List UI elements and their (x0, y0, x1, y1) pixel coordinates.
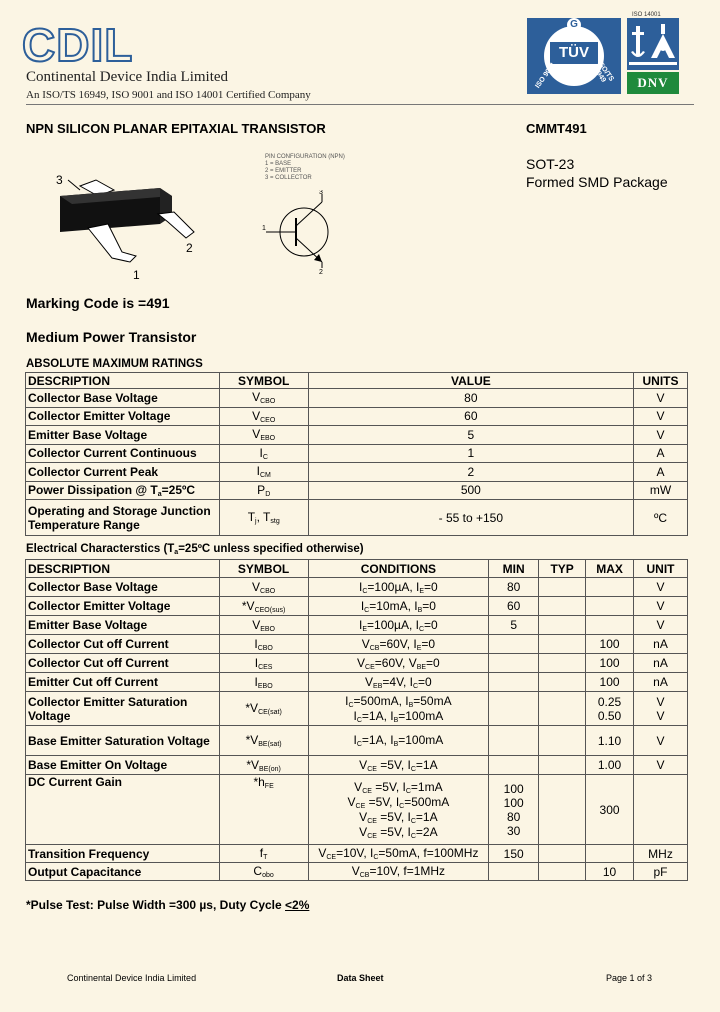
abs-unit: A (634, 444, 688, 463)
elec-description: Collector Base Voltage (26, 578, 220, 597)
elec-typ (539, 756, 586, 775)
elec-row (26, 692, 688, 726)
abs-max-title: ABSOLUTE MAXIMUM RATINGS (26, 358, 203, 370)
elec-symbol: $I_{CBO}$ (219, 635, 308, 654)
elec-row (26, 845, 688, 863)
elec-typ (539, 597, 586, 616)
symbol-pin-1: 1 (262, 225, 266, 232)
elec-description: Collector Cut off Current (26, 635, 220, 654)
elec-header-max: MAX (586, 560, 634, 578)
elec-min (489, 726, 539, 756)
symbol-pin-3: 3 (319, 190, 323, 196)
elec-description: Output Capacitance (26, 863, 220, 881)
elec-typ (539, 845, 586, 863)
elec-min (489, 863, 539, 881)
pin-config-3: 3 = COLLECTOR (265, 175, 312, 181)
elec-description: Base Emitter Saturation Voltage (26, 726, 220, 756)
abs-value: 80 (308, 389, 633, 408)
elec-min: 150 (489, 845, 539, 863)
elec-symbol: $*h_{FE}$ (219, 775, 308, 845)
tuv-certification-logo (527, 18, 621, 94)
company-logo: CDIL (22, 19, 134, 71)
elec-conditions: $I_C=500mA$, $I_B=50mA$ $I_C=1A$, $I_B=100mA$ (308, 692, 489, 726)
abs-symbol: $I_C$ (219, 444, 308, 463)
abs-value: 2 (308, 463, 633, 482)
elec-min (489, 756, 539, 775)
product-title: NPN SILICON PLANAR EPITAXIAL TRANSISTOR (26, 121, 326, 136)
abs-unit: V (634, 389, 688, 408)
elec-conditions: $I_C=1A$, $I_B=100mA$ (308, 726, 489, 756)
elec-min (489, 692, 539, 726)
abs-symbol: $T_j$, $T_{stg}$ (219, 500, 308, 536)
elec-max (586, 578, 634, 597)
elec-description: Collector Cut off Current (26, 654, 220, 673)
elec-conditions: $I_C=10mA$, $I_B=0$ (308, 597, 489, 616)
elec-max: 100 (586, 654, 634, 673)
elec-row (26, 616, 688, 635)
abs-symbol: $P_D$ (219, 481, 308, 500)
elec-max: 0.25 0.50 (586, 692, 634, 726)
abs-value: 500 (308, 481, 633, 500)
elec-unit: V (634, 616, 688, 635)
elec-description: DC Current Gain (26, 775, 220, 845)
tuv-g-icon: G (567, 18, 581, 32)
abs-value: 1 (308, 444, 633, 463)
elec-description: Emitter Base Voltage (26, 616, 220, 635)
tuv-iso-right: ISO/TS 16949 (590, 59, 615, 84)
elec-max (586, 616, 634, 635)
elec-row (26, 654, 688, 673)
pin-config-1: 1 = BASE (265, 161, 292, 167)
elec-row (26, 775, 688, 845)
elec-header-conditions: CONDITIONS (308, 560, 489, 578)
elec-min: 100 100 80 30 (489, 775, 539, 845)
elec-unit: V (634, 726, 688, 756)
footer-page: Page 1 of 3 (606, 973, 653, 983)
certification-line: An ISO/TS 16949, ISO 9001 and ISO 14001 Certified Company (26, 89, 311, 101)
elec-conditions: $V_{CB}=60V$, $I_E=0$ (308, 635, 489, 654)
elec-conditions: $I_E=100\mu A$, $I_C=0$ (308, 616, 489, 635)
abs-row (26, 444, 688, 463)
elec-typ (539, 616, 586, 635)
elec-title (26, 543, 364, 556)
abs-description: Collector Current Continuous (26, 444, 220, 463)
elec-min: 5 (489, 616, 539, 635)
elec-min (489, 673, 539, 692)
elec-conditions: $V_{CE} =5V$, $I_C=1mA$ $V_{CE} =5V$, $I_C=500mA$ $V_{CE} =5V$, $I_C=1A$ $V_{CE} =5V$, $I_C=2A$ (308, 775, 489, 845)
abs-row (26, 426, 688, 445)
abs-header-units: UNITS (634, 373, 688, 389)
elec-symbol: $*V_{BE(on)}$ (219, 756, 308, 775)
package-description: Formed SMD Package (526, 174, 668, 190)
elec-typ (539, 775, 586, 845)
elec-symbol: $f_T$ (219, 845, 308, 863)
elec-header-symbol: SYMBOL (219, 560, 308, 578)
elec-header-description: DESCRIPTION (26, 560, 220, 578)
elec-min: 80 (489, 578, 539, 597)
abs-max-table (25, 372, 688, 536)
transistor-symbol-icon (262, 190, 342, 276)
tuv-circle (544, 26, 604, 86)
elec-row (26, 597, 688, 616)
elec-min: 60 (489, 597, 539, 616)
elec-conditions: $V_{CE}=60V$, $V_{BE}=0$ (308, 654, 489, 673)
abs-unit: A (634, 463, 688, 482)
elec-max: 10 (586, 863, 634, 881)
abs-row (26, 481, 688, 500)
elec-symbol: $V_{EBO}$ (219, 616, 308, 635)
elec-unit: nA (634, 673, 688, 692)
elec-symbol: $V_{CBO}$ (219, 578, 308, 597)
abs-symbol: $V_{CEO}$ (219, 407, 308, 426)
elec-conditions: $V_{CB}=10V$, f=1MHz (308, 863, 489, 881)
marking-code: Marking Code is =491 (26, 295, 170, 311)
abs-unit: V (634, 426, 688, 445)
elec-max: 100 (586, 635, 634, 654)
elec-typ (539, 635, 586, 654)
abs-value: 60 (308, 407, 633, 426)
part-number: CMMT491 (526, 121, 587, 136)
elec-typ (539, 692, 586, 726)
tuv-iso-left: ISO 9001 (534, 61, 558, 90)
footer-company: Continental Device India Limited (67, 973, 197, 983)
pulse-note-duty: <2% (285, 898, 310, 912)
abs-row (26, 463, 688, 482)
elec-typ (539, 726, 586, 756)
symbol-pin-2: 2 (319, 269, 323, 276)
abs-symbol: $V_{EBO}$ (219, 426, 308, 445)
elec-conditions: $V_{CE} =5V$, $I_C=1A$ (308, 756, 489, 775)
elec-symbol: $*V_{CE(sat)}$ (219, 692, 308, 726)
elec-max: 1.10 (586, 726, 634, 756)
elec-description: Collector Emitter Saturation Voltage (26, 692, 220, 726)
elec-row (26, 756, 688, 775)
elec-title-sub: a (174, 549, 179, 556)
abs-description: Collector Current Peak (26, 463, 220, 482)
elec-conditions: $V_{CE}=10V$, $I_C=50mA$, f=100MHz (308, 845, 489, 863)
company-name: Continental Device India Limited (26, 69, 229, 85)
elec-row (26, 673, 688, 692)
elec-unit (634, 775, 688, 845)
abs-description: Operating and Storage Junction Temperature Range (26, 500, 220, 536)
elec-title-post: =25ºC unless specified otherwise) (178, 543, 364, 555)
abs-row (26, 500, 688, 536)
elec-typ (539, 863, 586, 881)
sot23-package-drawing (48, 166, 208, 281)
elec-symbol: $I_{CES}$ (219, 654, 308, 673)
elec-unit: V V (634, 692, 688, 726)
elec-title-pre: Electrical Characterstics (T (26, 543, 175, 555)
pin-config-title: PIN CONFIGURATION (NPN) (265, 154, 345, 160)
elec-conditions: $I_C=100\mu A$, $I_E=0$ (308, 578, 489, 597)
dnv-iso-label: ISO 14001 (632, 12, 661, 18)
pin-label-3: 3 (56, 173, 63, 187)
elec-row (26, 578, 688, 597)
elec-unit: V (634, 756, 688, 775)
elec-unit: nA (634, 635, 688, 654)
abs-symbol: $V_{CBO}$ (219, 389, 308, 408)
elec-unit: nA (634, 654, 688, 673)
elec-min (489, 635, 539, 654)
elec-header-typ: TYP (539, 560, 586, 578)
abs-unit: V (634, 407, 688, 426)
elec-unit: V (634, 597, 688, 616)
elec-max: 100 (586, 673, 634, 692)
elec-row (26, 863, 688, 881)
elec-unit: V (634, 578, 688, 597)
abs-symbol: $I_{CM}$ (219, 463, 308, 482)
elec-typ (539, 578, 586, 597)
abs-row (26, 407, 688, 426)
footer-datasheet: Data Sheet (337, 973, 384, 983)
elec-unit: pF (634, 863, 688, 881)
abs-unit: mW (634, 481, 688, 500)
elec-description: Emitter Cut off Current (26, 673, 220, 692)
abs-description: Collector Emitter Voltage (26, 407, 220, 426)
elec-max (586, 845, 634, 863)
pin-config-2: 2 = EMITTER (265, 168, 302, 174)
elec-symbol: $C_{obo}$ (219, 863, 308, 881)
elec-max: 1.00 (586, 756, 634, 775)
pin-configuration (265, 154, 345, 182)
abs-value: - 55 to +150 (308, 500, 633, 536)
dnv-certification-logo (627, 12, 679, 94)
abs-header-value: VALUE (308, 373, 633, 389)
elec-symbol: $*V_{BE(sat)}$ (219, 726, 308, 756)
pulse-test-note (26, 898, 309, 912)
elec-description: Base Emitter On Voltage (26, 756, 220, 775)
dnv-label: DNV (627, 72, 679, 94)
pin-label-2: 2 (186, 241, 193, 255)
elec-description: Transition Frequency (26, 845, 220, 863)
pulse-note-text: *Pulse Test: Pulse Width =300 µs, Duty Cycle (26, 898, 286, 912)
elec-max: 300 (586, 775, 634, 845)
elec-symbol: $I_{EBO}$ (219, 673, 308, 692)
elec-header-unit: UNIT (634, 560, 688, 578)
pin-label-1: 1 (133, 268, 140, 281)
elec-unit: MHz (634, 845, 688, 863)
abs-description: Collector Base Voltage (26, 389, 220, 408)
elec-max (586, 597, 634, 616)
abs-value: 5 (308, 426, 633, 445)
tuv-label: TÜV (550, 42, 598, 64)
elec-min (489, 654, 539, 673)
elec-char-table (25, 559, 688, 881)
abs-header-symbol: SYMBOL (219, 373, 308, 389)
elec-conditions: $V_{EB}=4V$, $I_C=0$ (308, 673, 489, 692)
abs-description: Emitter Base Voltage (26, 426, 220, 445)
abs-description: Power Dissipation @ $T_a=25ºC$ (26, 481, 220, 500)
package-name: SOT-23 (526, 156, 575, 172)
elec-header-min: MIN (489, 560, 539, 578)
elec-row (26, 635, 688, 654)
abs-row (26, 389, 688, 408)
header-divider (26, 104, 694, 105)
elec-description: Collector Emitter Voltage (26, 597, 220, 616)
abs-unit: ºC (634, 500, 688, 536)
elec-typ (539, 673, 586, 692)
elec-typ (539, 654, 586, 673)
elec-symbol: $*V_{CEO(sus)}$ (219, 597, 308, 616)
abs-header-description: DESCRIPTION (26, 373, 220, 389)
device-description: Medium Power Transistor (26, 329, 197, 345)
elec-row (26, 726, 688, 756)
dnv-emblem-icon (627, 18, 679, 70)
